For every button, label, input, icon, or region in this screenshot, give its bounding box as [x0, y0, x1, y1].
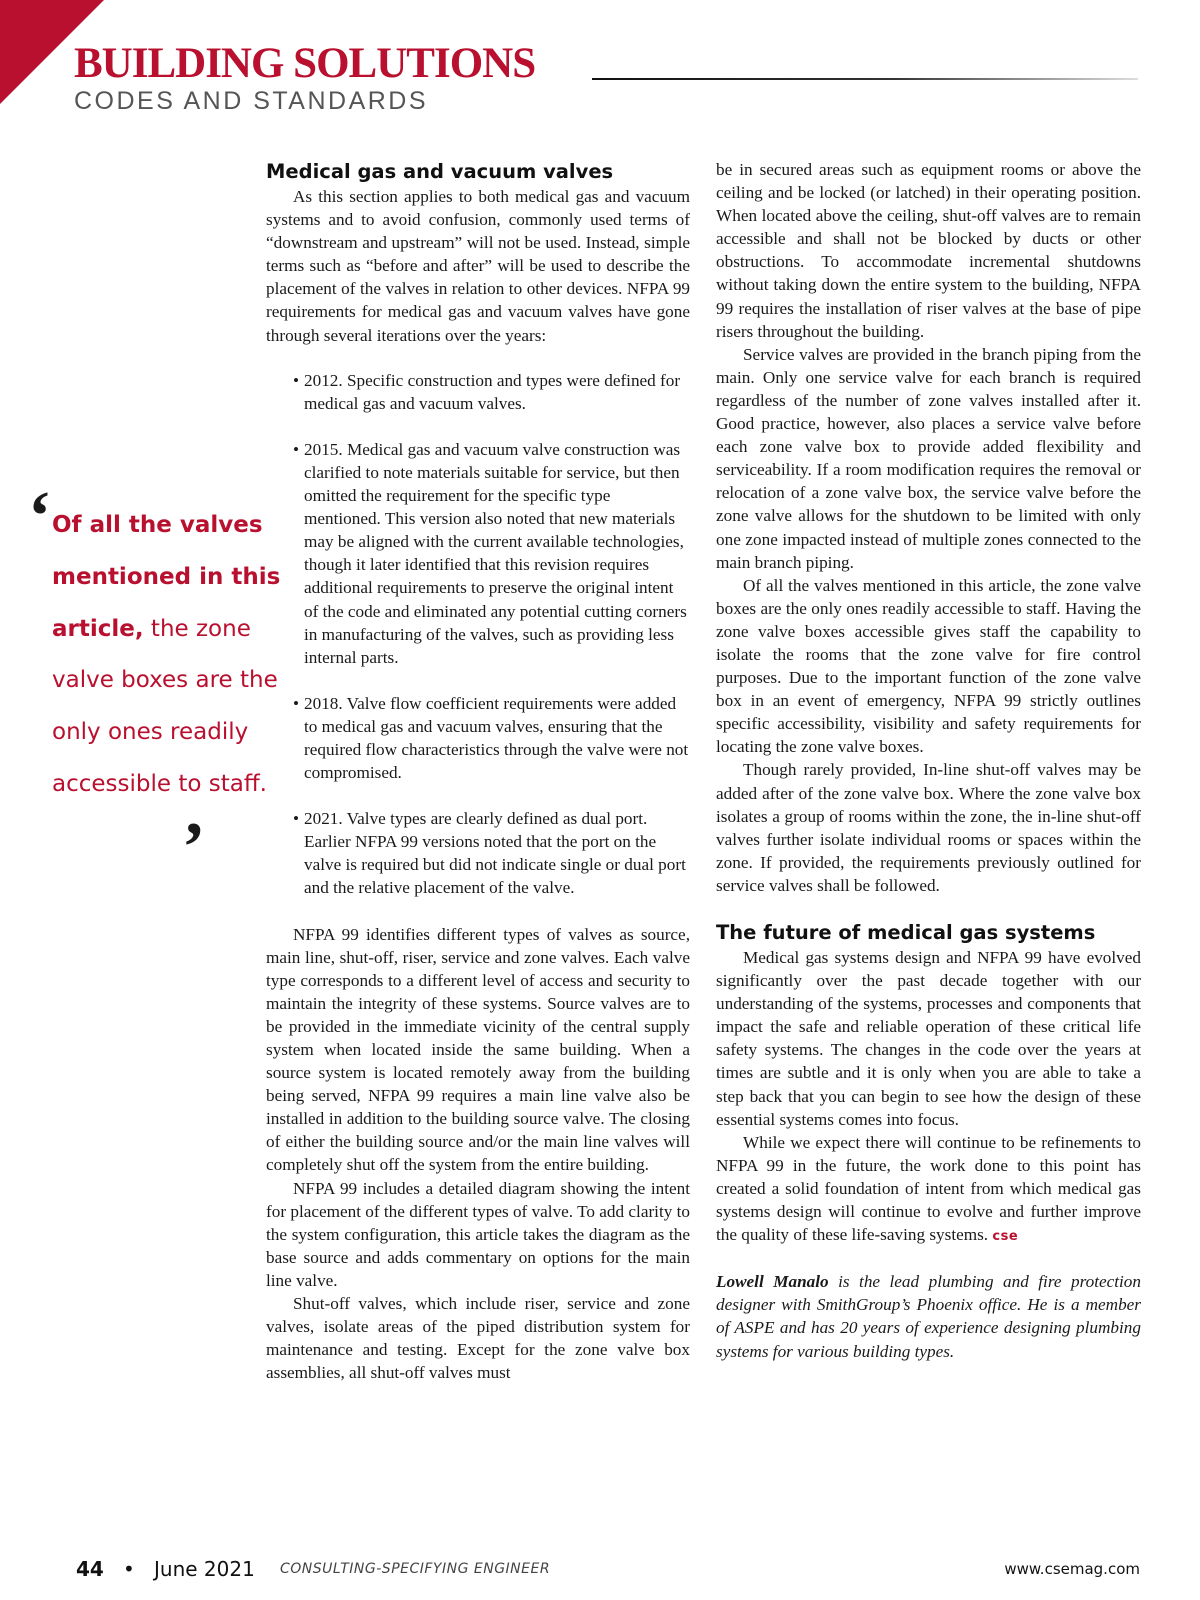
pull-quote-rest: the zone valve boxes are the only ones readily accessible to staff. — [52, 615, 278, 797]
spacer — [716, 897, 1141, 919]
page-number: 44 — [76, 1557, 104, 1581]
pull-quote-text — [52, 500, 292, 811]
section-heading: The future of medical gas systems — [716, 921, 1096, 944]
intro-paragraph: As this section applies to both medical gas and vacuum systems and to avoid confusion, commonly used terms of “downstream and upstream” will not be used. Instead, simple terms such as “before and after” will be used to describe the placement of the valves in relation to other devices. NFPA 99 requirements for medical gas and vacuum valves have gone through several iterations over the years: — [266, 187, 690, 345]
body-paragraph — [716, 1131, 1141, 1248]
body-paragraph: Medical gas systems design and NFPA 99 have evolved significantly over the past decade together with our understanding of the systems, processes and components that impact the safe and reliable operation of these critical life safety systems. The changes in the code over the years at times are subtle and it is only when you are able to take a step back that you can begin to see how the design of these essential systems comes into focus. — [716, 948, 1141, 1129]
list-item: • 2012. Specific construction and types were defined for medical gas and vacuum valves. — [304, 369, 690, 415]
section-heading: Medical gas and vacuum valves — [266, 160, 614, 183]
article-column-2 — [716, 158, 1141, 1363]
header-rule — [592, 78, 1138, 80]
version-list — [266, 369, 690, 900]
body-paragraph: Shut-off valves, which include riser, service and zone valves, isolate areas of the piped distribution system for maintenance and testing. Except for the zone valve box assemblies, all shut-off valves must — [266, 1294, 690, 1383]
section-title: BUILDING SOLUTIONS — [74, 40, 536, 87]
body-paragraph: Of all the valves mentioned in this article, the zone valve boxes are the only ones readily accessible to staff. Having the zone valve boxes accessible gives staff the capability to isolate the rooms that the zone valve for fire control purposes. Due to the important function of the zone valve box in an event of emergency, NFPA 99 strictly outlines specific accessibility, visibility and safety requirements for locating the zone valve boxes. — [716, 575, 1141, 757]
footer-separator: • — [123, 1557, 135, 1581]
author-bio — [716, 1270, 1141, 1362]
body-paragraph: NFPA 99 identifies different types of valves as source, main line, shut-off, riser, service and zone valves. Each valve type corresponds to a different level of access and security to maintain the integrity of these systems. Source valves are to be provided in the immediate vicinity of the central supply system when located inside the same building. When a source system is located remotely away from the building being served, NFPA 99 requires a main line valve also be installed in addition to the building source valve. The closing of either the building source and/or the main line valves will completely shut off the system from the entire building. — [266, 924, 690, 1175]
spacer — [716, 1248, 1141, 1270]
issue-date: June 2021 — [154, 1557, 255, 1581]
author-bio-text: is the lead plumbing and fire protection designer with SmithGroup’s Phoenix office. He is a member of ASPE and has 20 years of experience designing plumbing systems for various building types. — [716, 1272, 1141, 1361]
body-paragraph: Though rarely provided, In-line shut-off valves may be added after of the zone valve box. Where the zone valve box isolates a group of rooms within the zone, the in-line shut-off valves further isolate individual rooms or spaces within the zone. If provided, the requirements previously outlined for service valves shall be followed. — [716, 760, 1141, 895]
open-quote-mark: ‘ — [28, 478, 52, 555]
page-footer — [0, 1557, 1200, 1587]
continued-paragraph: be in secured areas such as equipment rooms or above the ceiling and be locked (or latched) in their operating position. When located above the ceiling, shut-off valves are to remain accessible and shall not be blocked by ducts or other obstructions. To accommodate incremental shutdowns without taking down the entire system to the building, NFPA 99 requires the installation of riser valves at the base of pipe risers throughout the building. — [716, 160, 1141, 341]
website-link[interactable]: www.csemag.com — [1004, 1560, 1140, 1578]
body-paragraph: NFPA 99 includes a detailed diagram showing the intent for placement of the different types of valve. To add clarity to the system configuration, this article takes the diagram as the base source and adds commentary on options for the main line valve. — [266, 1178, 690, 1290]
list-item: • 2018. Valve flow coefficient requirements were added to medical gas and vacuum valves, ensuring that the required flow characteristics through the valve were not compromised. — [304, 692, 690, 784]
cse-end-mark: cse — [992, 1229, 1019, 1245]
body-paragraph: Service valves are provided in the branch piping from the main. Only one service valve for each branch is required regardless of the number of zone valves installed after it. Good practice, however, also places a service valve before each zone valve box to provide added flexibility and serviceability. If a room modification requires the removal or relocation of a zone valve box, the service valve before the zone valve allows for the shutdown to be limited with only one zone impacted instead of multiple zones connected to the main branch piping. — [716, 344, 1141, 572]
pull-quote-bold: Of all the valves mentioned in this article, — [52, 512, 281, 642]
closing-text: While we expect there will continue to be refinements to NFPA 99 in the future, the work done to this point has created a solid foundation of intent from which medical gas systems design will continue to evolve and further improve the quality of these life-saving systems. — [716, 1132, 1141, 1245]
magazine-name: CONSULTING-SPECIFYING ENGINEER — [280, 1561, 551, 1577]
list-item: • 2021. Valve types are clearly defined as dual port. Earlier NFPA 99 versions noted that the port on the valve is required but did not indicate single or dual port and the relative placement of the valve. — [304, 807, 690, 899]
author-name: Lowell Manalo — [716, 1272, 829, 1292]
section-subtitle: CODES AND STANDARDS — [74, 87, 429, 115]
close-quote-mark: ’ — [182, 809, 206, 886]
article-column-1 — [266, 158, 690, 1384]
list-item: • 2015. Medical gas and vacuum valve construction was clarified to note materials suitable for service, but then omitted the requirement for the specific type mentioned. This version also noted that new materials may be aligned with the current available technologies, though it later identified that this revision requires additional requirements to preserve the original intent of the code and eliminated any potential cutting corners in manufacturing of the valves, such as providing less internal parts. — [304, 438, 690, 669]
